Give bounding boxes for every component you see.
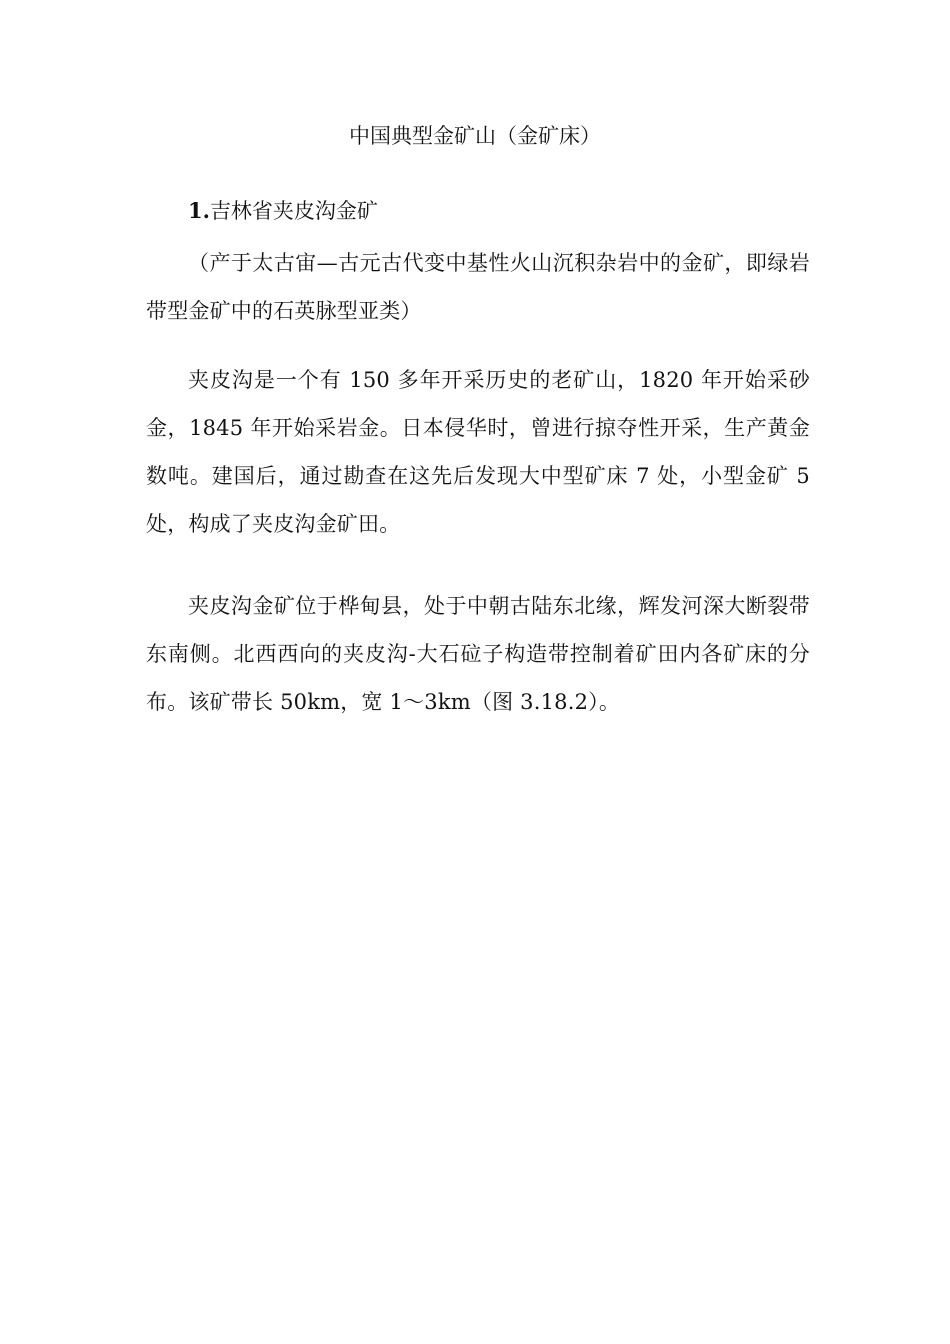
section-number: 1. <box>188 198 210 223</box>
document-title: 中国典型金矿山（金矿床） <box>349 124 601 148</box>
section-title: 吉林省夹皮沟金矿 <box>209 199 378 223</box>
paragraph-history: 夹皮沟是一个有 150 多年开采历史的老矿山，1820 年开始采砂金，1845 年开始采岩金。日本侵华时，曾进行掠夺性开采，生产黄金数吨。建国后，通过勘查在这先后发现大中型矿床 7 处，小型金矿 5 处，构成了夹皮沟金矿田。 <box>146 368 810 536</box>
paragraph-location: 夹皮沟金矿位于桦甸县，处于中朝古陆东北缘，辉发河深大断裂带东南侧。北西西向的夹皮沟-大石砬子构造带控制着矿田内各矿床的分布。该矿带长 50km，宽 1～3km（图 3.18.2）。 <box>146 594 810 714</box>
section-heading <box>188 196 378 226</box>
section-note: （产于太古宙—古元古代变中基性火山沉积杂岩中的金矿，即绿岩带型金矿中的石英脉型亚类） <box>146 251 810 323</box>
